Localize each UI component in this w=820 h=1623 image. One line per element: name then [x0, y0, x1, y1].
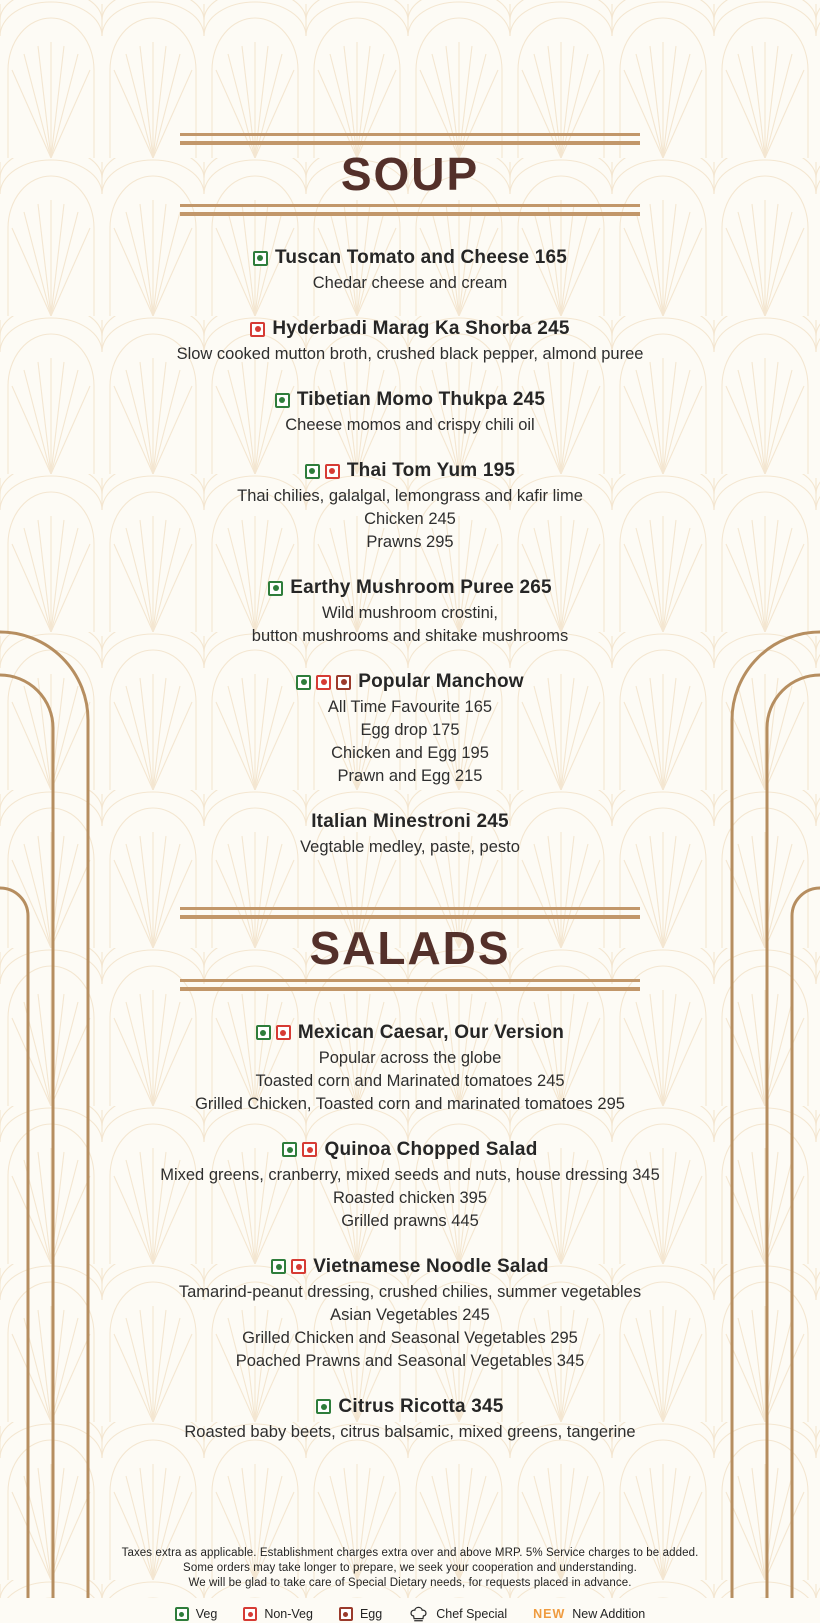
item-descriptions	[177, 343, 644, 366]
item-desc-line: Tamarind-peanut dressing, crushed chilies, summer vegetables	[178, 1282, 642, 1301]
legend-item-chef	[408, 1606, 507, 1623]
section-divider-top	[180, 907, 640, 919]
item-diet-icons	[250, 322, 265, 337]
item-desc-line: Vegtable medley, paste, pesto	[300, 838, 520, 857]
menu-item	[252, 576, 568, 648]
item-title: Mexican Caesar, Our Version	[297, 1021, 565, 1043]
divider-line	[180, 212, 640, 216]
nonveg-icon	[302, 1142, 317, 1157]
nonveg-icon	[276, 1025, 291, 1040]
menu-item	[275, 388, 545, 437]
legend-label: New Addition	[572, 1607, 646, 1622]
menu-sections	[60, 133, 760, 1492]
item-title-row	[296, 670, 524, 694]
menu-item	[195, 1021, 625, 1116]
item-diet-icons	[296, 675, 351, 690]
item-desc-line: Egg drop 175	[360, 721, 460, 740]
item-desc-line: Chicken and Egg 195	[331, 744, 489, 763]
menu-item	[253, 246, 567, 295]
item-desc-line: Popular across the globe	[318, 1048, 502, 1067]
footer-note-line: Taxes extra as applicable. Establishment charges extra over and above MRP. 5% Service charges to be added.	[121, 1546, 699, 1559]
item-diet-icons	[305, 464, 340, 479]
item-diet-icons	[282, 1142, 317, 1157]
item-title: Earthy Mushroom Puree 265	[290, 577, 552, 599]
item-title: Thai Tom Yum 195	[346, 460, 516, 482]
item-desc-line: Asian Vegetables 245	[330, 1305, 490, 1324]
nonveg-icon	[243, 1607, 257, 1621]
menu-item	[160, 1138, 660, 1233]
item-descriptions	[296, 696, 524, 788]
item-desc-line: Grilled Chicken, Toasted corn and marinated tomatoes 295	[195, 1094, 625, 1113]
item-title: Tibetian Momo Thukpa 245	[296, 389, 546, 411]
item-desc-line: Slow cooked mutton broth, crushed black pepper, almond puree	[176, 345, 644, 364]
menu-item	[177, 317, 644, 366]
item-descriptions	[160, 1164, 660, 1233]
section-title: SOUP	[340, 148, 480, 200]
item-diet-icons	[271, 1259, 306, 1274]
legend-item-veg	[175, 1607, 218, 1621]
menu-section	[60, 907, 760, 1465]
menu-item	[184, 1395, 635, 1444]
nonveg-icon	[325, 464, 340, 479]
menu-section	[60, 133, 760, 881]
section-divider-bottom	[180, 979, 640, 991]
item-title-row	[237, 459, 583, 483]
item-descriptions	[300, 836, 520, 859]
diet-legend	[175, 1606, 645, 1623]
item-title-row	[252, 576, 568, 600]
item-desc-line: Chedar cheese and cream	[312, 274, 508, 293]
item-title-row	[275, 388, 545, 412]
item-descriptions	[237, 485, 583, 554]
nonveg-icon	[250, 322, 265, 337]
item-diet-icons	[256, 1025, 291, 1040]
section-title: SALADS	[309, 922, 511, 975]
item-title: Vietnamese Noodle Salad	[313, 1255, 549, 1277]
item-descriptions	[275, 414, 545, 437]
legend-item-nonveg	[243, 1607, 313, 1621]
legend-item-new	[533, 1607, 645, 1621]
item-diet-icons	[275, 393, 290, 408]
section-divider-top	[180, 133, 640, 145]
item-title: Quinoa Chopped Salad	[324, 1138, 538, 1160]
veg-icon	[316, 1399, 331, 1414]
veg-icon	[253, 251, 268, 266]
item-title: Popular Manchow	[358, 671, 524, 693]
item-title: Citrus Ricotta 345	[338, 1395, 504, 1417]
item-title-row	[160, 1138, 660, 1162]
item-title: Hyderbadi Marag Ka Shorba 245	[272, 318, 570, 340]
item-desc-line: Roasted baby beets, citrus balsamic, mixed greens, tangerine	[184, 1422, 636, 1441]
veg-icon	[305, 464, 320, 479]
item-title-row	[179, 1255, 641, 1279]
item-desc-line: Thai chilies, galalgal, lemongrass and kafir lime	[237, 487, 583, 506]
legend-label: Chef Special	[436, 1607, 508, 1622]
divider-line	[180, 915, 640, 919]
item-descriptions	[184, 1421, 635, 1444]
veg-icon	[175, 1607, 189, 1621]
item-descriptions	[252, 602, 568, 648]
item-desc-line: Cheese momos and crispy chili oil	[285, 416, 535, 435]
item-desc-line: Roasted chicken 395	[332, 1188, 488, 1207]
item-descriptions	[179, 1281, 641, 1373]
item-title-row	[300, 810, 520, 834]
legend-item-egg	[339, 1607, 382, 1621]
item-desc-line: Grilled Chicken and Seasonal Vegetables 295	[242, 1328, 578, 1347]
nonveg-icon	[316, 675, 331, 690]
item-desc-line: Grilled prawns 445	[341, 1211, 479, 1230]
item-descriptions	[253, 272, 567, 295]
section-items	[60, 1021, 760, 1466]
chef-hat-icon	[408, 1606, 429, 1623]
item-diet-icons	[253, 251, 268, 266]
item-title-row	[195, 1021, 625, 1045]
footer-note-line: We will be glad to take care of Special Dietary needs, for requests placed in advance.	[188, 1576, 632, 1589]
legend-label: Veg	[195, 1607, 218, 1622]
item-title: Tuscan Tomato and Cheese 165	[274, 247, 568, 269]
item-desc-line: button mushrooms and shitake mushrooms	[251, 627, 569, 646]
item-desc-line: Prawns 295	[366, 533, 454, 552]
item-desc-line: Poached Prawns and Seasonal Vegetables 345	[235, 1351, 585, 1370]
veg-icon	[275, 393, 290, 408]
item-title-row	[184, 1395, 635, 1419]
veg-icon	[296, 675, 311, 690]
item-title-row	[253, 246, 567, 270]
divider-line	[180, 141, 640, 145]
item-diet-icons	[268, 581, 283, 596]
veg-icon	[268, 581, 283, 596]
menu-item	[300, 810, 520, 859]
menu-item	[296, 670, 524, 788]
veg-icon	[271, 1259, 286, 1274]
egg-icon	[339, 1607, 353, 1621]
veg-icon	[256, 1025, 271, 1040]
egg-icon	[336, 675, 351, 690]
item-desc-line: Mixed greens, cranberry, mixed seeds and nuts, house dressing 345	[160, 1165, 660, 1184]
item-desc-line: Toasted corn and Marinated tomatoes 245	[255, 1071, 565, 1090]
item-title-row	[177, 317, 644, 341]
menu-item	[179, 1255, 641, 1373]
item-diet-icons	[316, 1399, 331, 1414]
footer-notes	[122, 1546, 699, 1591]
menu-item	[237, 459, 583, 554]
item-desc-line: Chicken 245	[364, 510, 456, 529]
section-items	[60, 246, 760, 881]
item-desc-line: Wild mushroom crostini,	[321, 604, 499, 623]
item-descriptions	[195, 1047, 625, 1116]
item-desc-line: All Time Favourite 165	[327, 698, 493, 717]
section-divider-bottom	[180, 204, 640, 216]
footer-note-line: Some orders may take longer to prepare, we seek your cooperation and understanding.	[183, 1561, 637, 1574]
legend-label: Non-Veg	[264, 1607, 313, 1622]
veg-icon	[282, 1142, 297, 1157]
divider-line	[180, 987, 640, 991]
item-desc-line: Prawn and Egg 215	[337, 767, 483, 786]
legend-label: Egg	[359, 1607, 383, 1622]
nonveg-icon	[291, 1259, 306, 1274]
item-title: Italian Minestroni 245	[311, 811, 509, 833]
new-badge: NEW	[533, 1607, 566, 1622]
